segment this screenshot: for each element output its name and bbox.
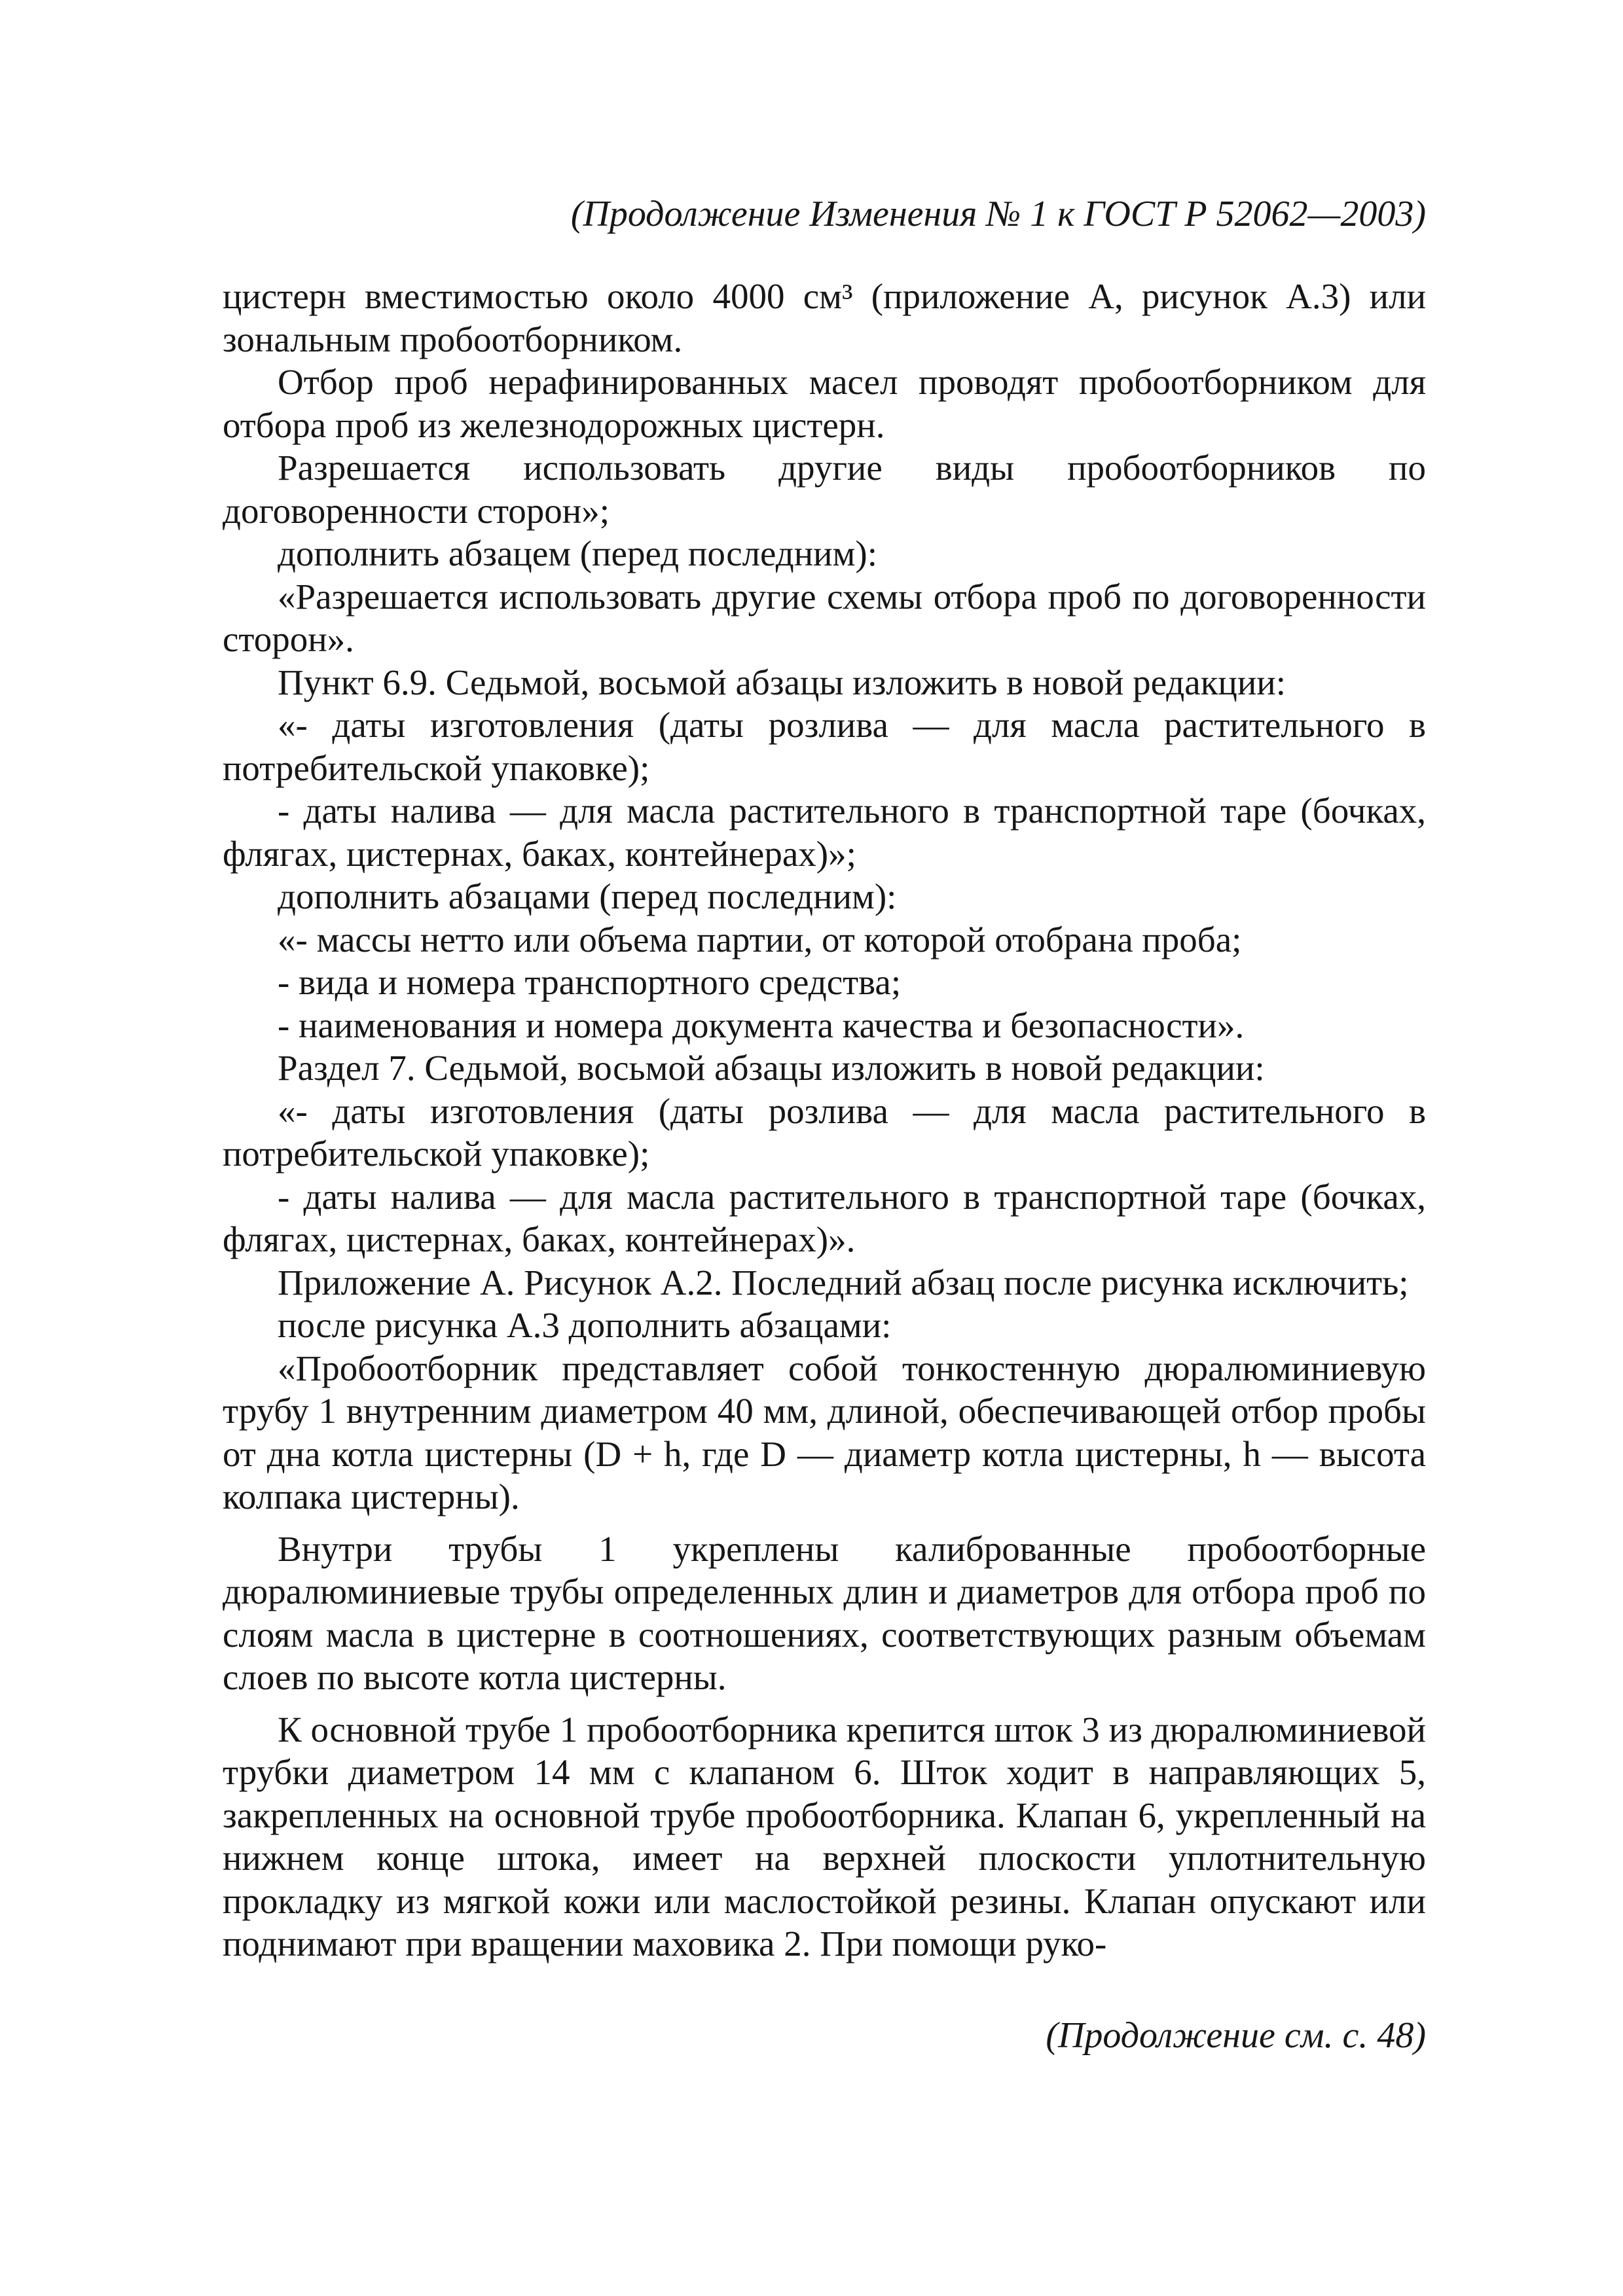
paragraph: - даты налива — для масла растительного в транспортной таре (бочках, флягах, цистернах, баках, контейнерах)». [223,1176,1426,1259]
paragraph: - даты налива — для масла растительного в транспортной таре (бочках, флягах, цистернах, баках, контейнерах)»; [223,791,1426,874]
paragraph: после рисунка А.3 дополнить абзацами: [278,1305,892,1345]
paragraph: дополнить абзацами (перед последним): [278,876,897,916]
paragraph: Пункт 6.9. Седьмой, восьмой абзацы изложить в новой редакции: [278,662,1286,702]
running-header: (Продолжение Изменения № 1 к ГОСТ Р 52062—2003) [570,194,1426,234]
paragraph: - наименования и номера документа качества и безопасности». [278,1005,1245,1045]
paragraph: «Разрешается использовать другие схемы отбора проб по договоренности сторон». [223,576,1426,659]
paragraph: «Пробоотборник представляет собой тонкостенную дюралюминиевую трубу 1 внутренним диаметром 40 мм, длиной, обеспечивающей отбор пробы от дна котла цистерны (D + h, где D — диаметр котла цистерны, h — высота колпака цистерны). [223,1348,1426,1516]
paragraph: Приложение А. Рисунок А.2. Последний абзац после рисунка исключить; [278,1262,1409,1302]
paragraph: Отбор проб нерафинированных масел проводят пробоотборником для отбора проб из железнодорожных цистерн. [223,362,1426,445]
paragraph: - вида и номера транспортного средства; [278,962,902,1002]
paragraph: Разрешается использовать другие виды пробоотборников по договоренности сторон»; [223,448,1426,531]
paragraph: Внутри трубы 1 укреплены калиброванные пробоотборные дюралюминиевые трубы определенных длин и диаметров для отбора проб по слоям масла в цистерне в соотношениях, соответствующих разным объемам слоев по высоте котла цистерны. [223,1528,1426,1697]
paragraph: Раздел 7. Седьмой, восьмой абзацы изложить в новой редакции: [278,1048,1265,1088]
continuation-note: (Продолжение см. с. 48) [1046,2015,1426,2056]
paragraph: «- даты изготовления (даты розлива — для масла растительного в потребительской упаковке); [223,1090,1426,1174]
paragraph: «- даты изготовления (даты розлива — для масла растительного в потребительской упаковке); [223,705,1426,788]
paragraph: дополнить абзацем (перед последним): [278,533,877,573]
paragraph: «- массы нетто или объема партии, от которой отобрана проба; [278,919,1242,960]
paragraph: цистерн вместимостью около 4000 см³ (приложение А, рисунок А.3) или зональным пробоотборником. [223,276,1426,359]
body-text [223,275,1426,1965]
paragraph: К основной трубе 1 пробоотборника крепится шток 3 из дюралюминиевой трубки диаметром 14 мм с клапаном 6. Шток ходит в направляющих 5, закрепленных на основной трубе пробоотборника. Клапан 6, укрепленный на нижнем конце штока, имеет на верхней плоскости уплотнительную прокладку из мягкой кожи или маслостойкой резины. Клапан опускают или поднимают при вращении маховика 2. При помощи руко- [223,1709,1426,1964]
